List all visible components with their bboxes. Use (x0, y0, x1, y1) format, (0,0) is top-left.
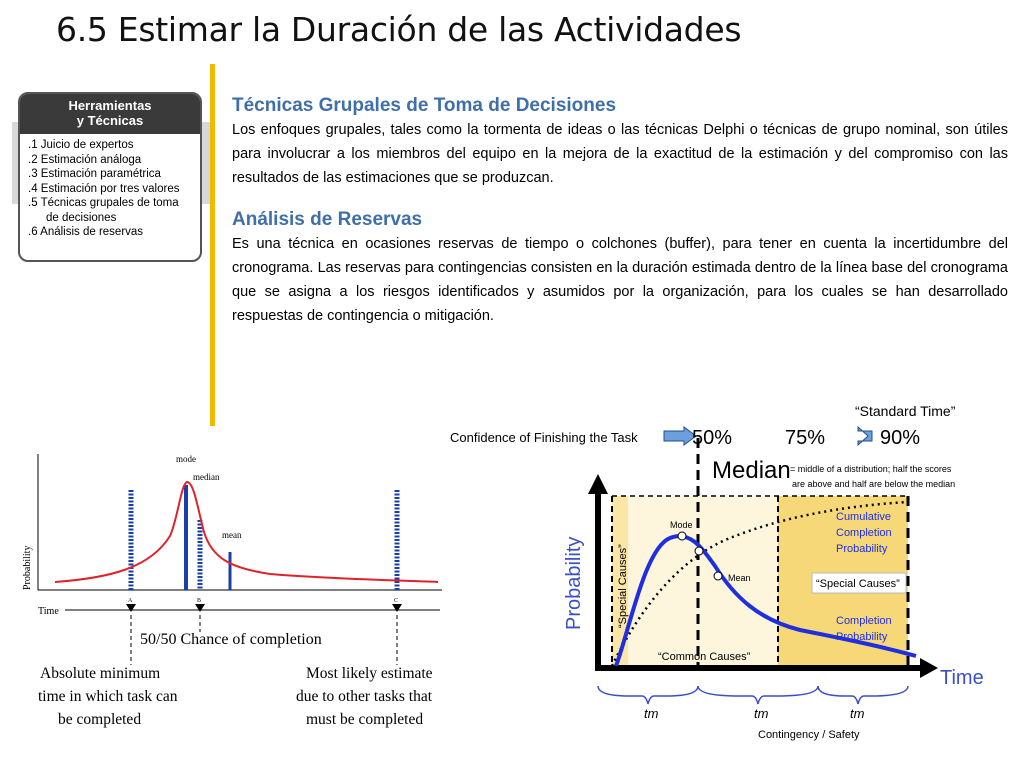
right-mean-dot (714, 572, 722, 580)
left-fifty-label: 50/50 Chance of completion (140, 631, 322, 648)
section2-heading: Análisis de Reservas (232, 209, 423, 230)
left-likely-2: due to other tasks that (296, 688, 433, 705)
right-xlabel: Time (940, 667, 984, 689)
right-contingency: Contingency / Safety (758, 729, 860, 741)
left-ylabel: Probability (22, 545, 33, 590)
right-cumulative-1: Cumulative (836, 511, 892, 523)
left-distribution-curve (55, 482, 438, 582)
tools-item: .1 Juicio de expertos (28, 139, 134, 151)
right-x-arrow (920, 658, 938, 678)
tools-item: .6 Análisis de reservas (28, 226, 144, 238)
left-xlabel: Time (38, 606, 59, 617)
right-p50: 50% (692, 427, 733, 449)
right-median-def-1: = middle of a distribution; half the scores (790, 464, 952, 474)
right-mode-label: Mode (670, 520, 693, 530)
section1-heading: Técnicas Grupales de Toma de Decisiones (232, 95, 617, 116)
left-absmin-1: Absolute minimum (40, 665, 161, 682)
right-special-right: “Special Causes” (816, 578, 900, 590)
right-completion-2: Probability (836, 631, 888, 643)
left-absmin-2: time in which task can (38, 688, 178, 705)
tools-header (20, 94, 200, 134)
left-median-label: median (193, 472, 220, 482)
right-median-def-2: are above and half are below the median (792, 479, 956, 489)
right-y-arrow (588, 474, 608, 494)
right-p75: 75% (785, 427, 826, 449)
right-median-label: Median (712, 457, 791, 484)
left-tick-b: B (197, 598, 202, 604)
right-special-left: “Special Causes” (617, 544, 629, 628)
left-likely-3: must be completed (306, 711, 424, 728)
tools-item: .3 Estimación paramétrica (28, 168, 161, 180)
right-cumulative-2: Completion (836, 527, 892, 539)
right-p90: 90% (880, 427, 921, 449)
right-arrow-90 (858, 427, 872, 445)
right-tm-3: tm (850, 706, 865, 721)
accent-divider (210, 64, 215, 426)
right-common: “Common Causes” (658, 651, 751, 663)
left-mode-label: mode (176, 454, 196, 464)
tools-item: .4 Estimación por tres valores (28, 182, 180, 195)
tools-box (18, 92, 202, 262)
left-absmin-3: be completed (58, 711, 142, 728)
right-brace-1 (598, 686, 698, 704)
slide-title: 6.5 Estimar la Duración de las Actividades (56, 10, 742, 49)
left-tick-a: A (128, 598, 133, 604)
right-mean-label: Mean (728, 573, 751, 583)
right-ylabel: Probability (563, 536, 585, 630)
left-arrow-b (195, 604, 205, 612)
right-brace-2 (698, 686, 818, 704)
right-tm-1: tm (644, 706, 659, 721)
left-tick-c: C (394, 598, 399, 604)
section1-body: Los enfoques grupales, tales como la tormenta de ideas o las técnicas Delphi o técnicas de grupo nominal, son útiles para involucrar a los miembros del equipo en la mejora de la exactitud de la estimación y del compromiso con las resultados de las estimaciones que se produzcan. (232, 122, 1008, 186)
section2-body: Es una técnica en ocasiones reservas de tiempo o colchones (buffer), para tener en cuenta la incertidumbre del cronograma. Las reservas para contingencias consisten en la duración estimada dentro de la línea base del cronograma que se asigna a los riesgos identificados y asumidos por la organización, para los cuales se han desarrollado respuestas de contingencia o mitigación. (232, 236, 1008, 324)
tools-item: .5 Técnicas grupales de toma (28, 197, 179, 209)
tools-item: de decisiones (46, 211, 117, 224)
right-brace-3 (818, 686, 908, 704)
tools-header-line2: y Técnicas (76, 113, 144, 128)
left-arrow-a (126, 604, 136, 612)
right-region-mid (628, 496, 778, 668)
left-distribution-figure (0, 440, 450, 740)
right-confidence: Confidence of Finishing the Task (450, 430, 638, 445)
right-standard-time: “Standard Time” (855, 403, 956, 419)
left-mean-label: mean (222, 530, 242, 540)
left-arrow-c (392, 604, 402, 612)
right-tm-2: tm (754, 706, 769, 721)
tools-item: .2 Estimación análoga (28, 153, 142, 166)
right-distribution-figure (440, 398, 1020, 748)
right-mode-dot (678, 532, 686, 540)
content-area (232, 94, 1008, 346)
left-likely-1: Most likely estimate (306, 665, 433, 682)
right-median-dot (695, 547, 703, 555)
tools-header-line1: Herramientas (68, 98, 152, 113)
right-cumulative-3: Probability (836, 543, 888, 555)
right-completion-1: Completion (836, 615, 892, 627)
tools-list (28, 138, 200, 240)
